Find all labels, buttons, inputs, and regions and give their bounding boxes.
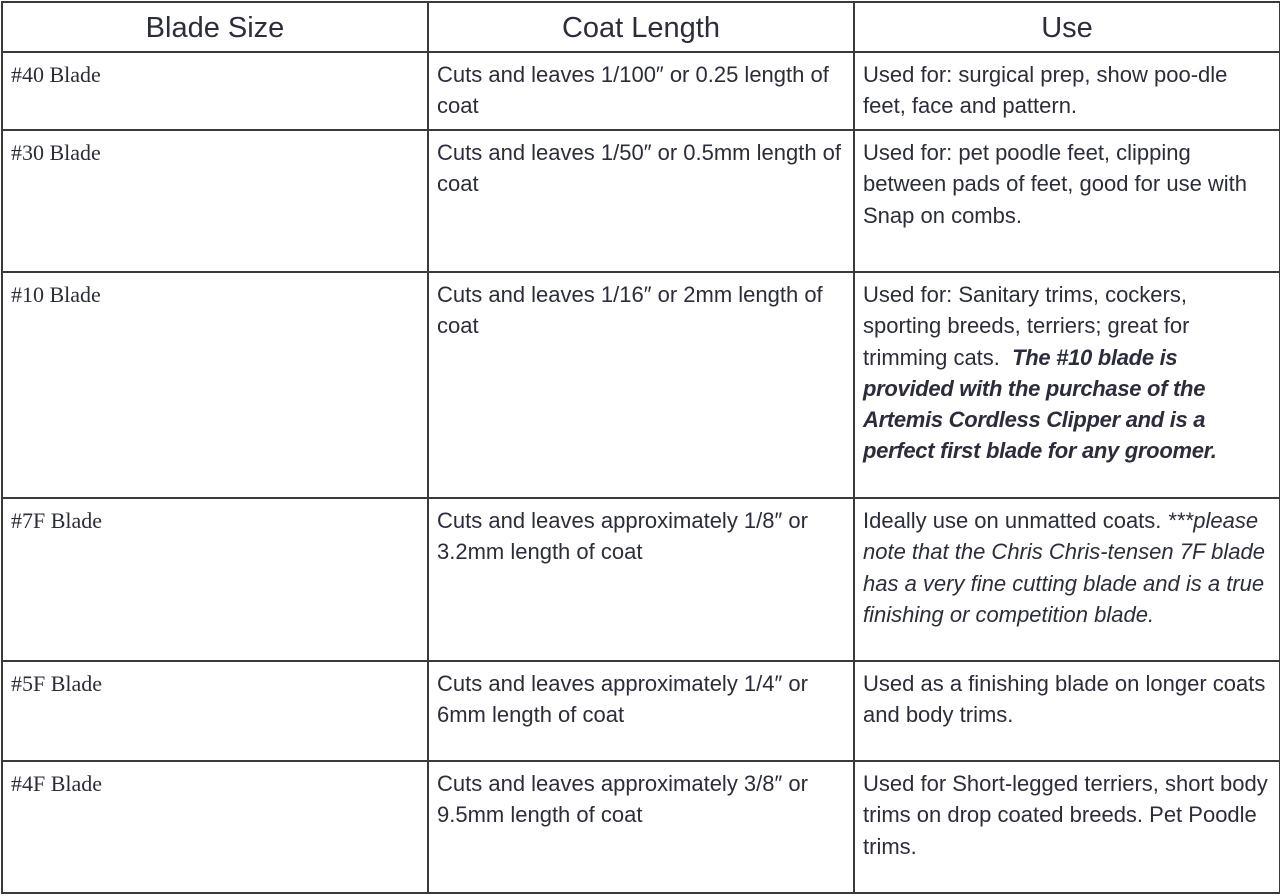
table-row	[2, 130, 1280, 272]
blade-size-cell: #4F Blade	[2, 761, 428, 893]
blade-size-cell: #10 Blade	[2, 272, 428, 498]
coat-length-cell: Cuts and leaves 1/50″ or 0.5mm length of coat	[428, 130, 854, 272]
header-row	[2, 2, 1280, 52]
blade-size-table	[1, 1, 1280, 894]
coat-length-cell: Cuts and leaves 1/100″ or 0.25 length of coat	[428, 52, 854, 130]
use-note-bold: The #10 blade is provided with the purchase of the Artemis Cordless Clipper and is a perfect first blade for any groomer.	[863, 344, 1217, 464]
use-cell: Used for: surgical prep, show poo-dle feet, face and pattern.	[854, 52, 1280, 130]
use-text: Used for: Sanitary trims, cockers, sporting breeds, terriers; great for trimming cats.	[863, 282, 1190, 370]
blade-size-cell: #40 Blade	[2, 52, 428, 130]
use-text: Ideally use on unmatted coats.	[863, 508, 1162, 533]
coat-length-cell: Cuts and leaves approximately 1/8″ or 3.2mm length of coat	[428, 498, 854, 661]
table-row	[2, 498, 1280, 661]
table-row	[2, 761, 1280, 893]
header-coat-length: Coat Length	[428, 2, 854, 52]
use-cell	[854, 272, 1280, 498]
coat-length-cell: Cuts and leaves approximately 1/4″ or 6mm length of coat	[428, 661, 854, 761]
use-cell: Used for: pet poodle feet, clipping between pads of feet, good for use with Snap on combs.	[854, 130, 1280, 272]
table-row	[2, 661, 1280, 761]
header-blade-size: Blade Size	[2, 2, 428, 52]
table-row	[2, 272, 1280, 498]
blade-size-cell: #30 Blade	[2, 130, 428, 272]
blade-size-cell: #7F Blade	[2, 498, 428, 661]
coat-length-cell: Cuts and leaves 1/16″ or 2mm length of coat	[428, 272, 854, 498]
header-use: Use	[854, 2, 1280, 52]
blade-size-cell: #5F Blade	[2, 661, 428, 761]
use-cell: Used for Short-legged terriers, short body trims on drop coated breeds. Pet Poodle trims.	[854, 761, 1280, 893]
use-cell: Used as a finishing blade on longer coats and body trims.	[854, 661, 1280, 761]
use-note-italic: ***please note that the Chris Chris-tensen 7F blade has a very fine cutting blade and is a true finishing or competition blade.	[863, 508, 1265, 627]
use-cell	[854, 498, 1280, 661]
coat-length-cell: Cuts and leaves approximately 3/8″ or 9.5mm length of coat	[428, 761, 854, 893]
table-row	[2, 52, 1280, 130]
